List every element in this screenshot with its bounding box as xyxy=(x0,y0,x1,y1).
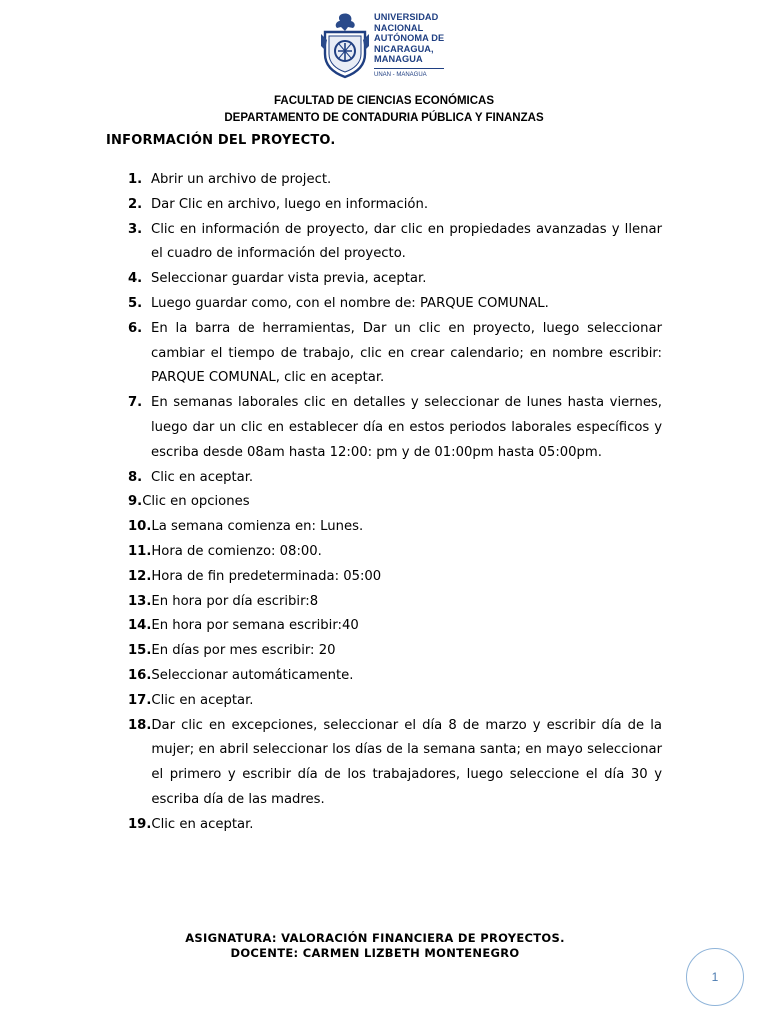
list-item xyxy=(128,391,662,465)
list-item xyxy=(128,193,662,218)
step-text: Clic en aceptar. xyxy=(151,692,254,708)
list-item xyxy=(128,317,662,391)
step-number: 14. xyxy=(128,618,152,634)
logo-line: NICARAGUA, xyxy=(374,43,434,54)
logo-text xyxy=(374,12,458,65)
step-number: 18. xyxy=(128,717,152,733)
page-number: 1 xyxy=(711,970,719,984)
list-item xyxy=(128,292,662,317)
step-text: Seleccionar automáticamente. xyxy=(151,667,354,683)
step-number: 17. xyxy=(128,692,152,708)
step-number: 10. xyxy=(128,519,152,535)
step-text: Seleccionar guardar vista previa, aceptar. xyxy=(151,271,427,287)
list-item xyxy=(128,590,662,615)
university-seal-icon xyxy=(318,10,372,80)
step-text: En la barra de herramientas, Dar un clic en proyecto, luego seleccionar cambiar el tiempo de trabajo, clic en crear calendario; en nombre escribir: PARQUE COMUNAL, clic en aceptar. xyxy=(151,320,662,386)
step-number: 11. xyxy=(128,543,152,559)
step-number: 4. xyxy=(128,271,143,287)
list-item xyxy=(128,168,662,193)
step-number: 12. xyxy=(128,568,152,584)
step-number: 16. xyxy=(128,667,152,683)
list-item xyxy=(128,714,662,813)
logo-line: NACIONAL xyxy=(374,22,424,33)
section-title: INFORMACIÓN DEL PROYECTO. xyxy=(106,133,336,148)
list-item xyxy=(128,466,662,491)
step-number: 9. xyxy=(128,494,143,510)
step-text: Clic en aceptar. xyxy=(151,816,254,832)
logo-subtitle: UNAN - MANAGUA xyxy=(374,72,427,78)
step-number: 15. xyxy=(128,643,152,659)
step-text: Abrir un archivo de project. xyxy=(151,172,332,187)
step-number: 8. xyxy=(128,469,143,485)
step-number: 5. xyxy=(128,295,143,311)
list-item xyxy=(128,614,662,639)
step-number: 1. xyxy=(128,172,143,187)
footer-subject: ASIGNATURA: VALORACIÓN FINANCIERA DE PROYECTOS. xyxy=(185,931,565,945)
step-text: Clic en opciones xyxy=(142,494,250,510)
list-item xyxy=(128,689,662,714)
step-text: En hora por semana escribir:40 xyxy=(151,618,359,634)
step-text: En semanas laborales clic en detalles y seleccionar de lunes hasta viernes, luego dar un clic en establecer día en estos periodos laborales específicos y escriba desde 08am hasta 12:00: pm y de 01:00pm hasta 05:00pm. xyxy=(151,395,662,460)
logo-divider xyxy=(374,68,444,69)
step-text: Dar Clic en archivo, luego en información. xyxy=(151,196,429,212)
step-number: 6. xyxy=(128,320,143,336)
step-text: En hora por día escribir:8 xyxy=(151,593,319,609)
list-item xyxy=(128,515,662,540)
list-item xyxy=(128,218,662,268)
step-text: Hora de fin predeterminada: 05:00 xyxy=(151,568,382,584)
steps-list xyxy=(128,168,662,838)
step-text: La semana comienza en: Lunes. xyxy=(151,519,364,535)
step-number: 19. xyxy=(128,816,152,832)
step-text: Clic en aceptar. xyxy=(151,469,254,485)
faculty-heading: FACULTAD DE CIENCIAS ECONÓMICAS xyxy=(274,95,494,107)
list-item xyxy=(128,490,662,515)
department-heading: DEPARTAMENTO DE CONTADURIA PÚBLICA Y FINANZAS xyxy=(224,112,544,124)
list-item xyxy=(128,813,662,838)
logo-line: AUTÓNOMA DE xyxy=(374,33,445,44)
university-logo xyxy=(318,6,458,84)
logo-line: UNIVERSIDAD xyxy=(374,12,439,22)
step-number: 7. xyxy=(128,395,143,411)
step-text: Dar clic en excepciones, seleccionar el día 8 de marzo y escribir día de la mujer; en abril seleccionar los días de la semana santa; en mayo seleccionar el primero y escribir día de los trabajadores, luego seleccione el día 30 y escriba día de las madres. xyxy=(151,717,662,807)
list-item xyxy=(128,639,662,664)
list-item xyxy=(128,565,662,590)
list-item xyxy=(128,267,662,292)
step-text: Luego guardar como, con el nombre de: PARQUE COMUNAL. xyxy=(151,295,549,311)
step-number: 13. xyxy=(128,593,152,609)
list-item xyxy=(128,664,662,689)
step-text: Hora de comienzo: 08:00. xyxy=(151,543,322,559)
step-number: 2. xyxy=(128,196,143,212)
page-number-badge xyxy=(686,948,744,1006)
list-item xyxy=(128,540,662,565)
step-number: 3. xyxy=(128,221,143,237)
footer-teacher: DOCENTE: CARMEN LIZBETH MONTENEGRO xyxy=(230,946,520,960)
logo-line: MANAGUA xyxy=(374,54,423,65)
step-text: En días por mes escribir: 20 xyxy=(151,643,336,659)
step-text: Clic en información de proyecto, dar clic en propiedades avanzadas y llenar el cuadro de información del proyecto. xyxy=(151,221,662,262)
